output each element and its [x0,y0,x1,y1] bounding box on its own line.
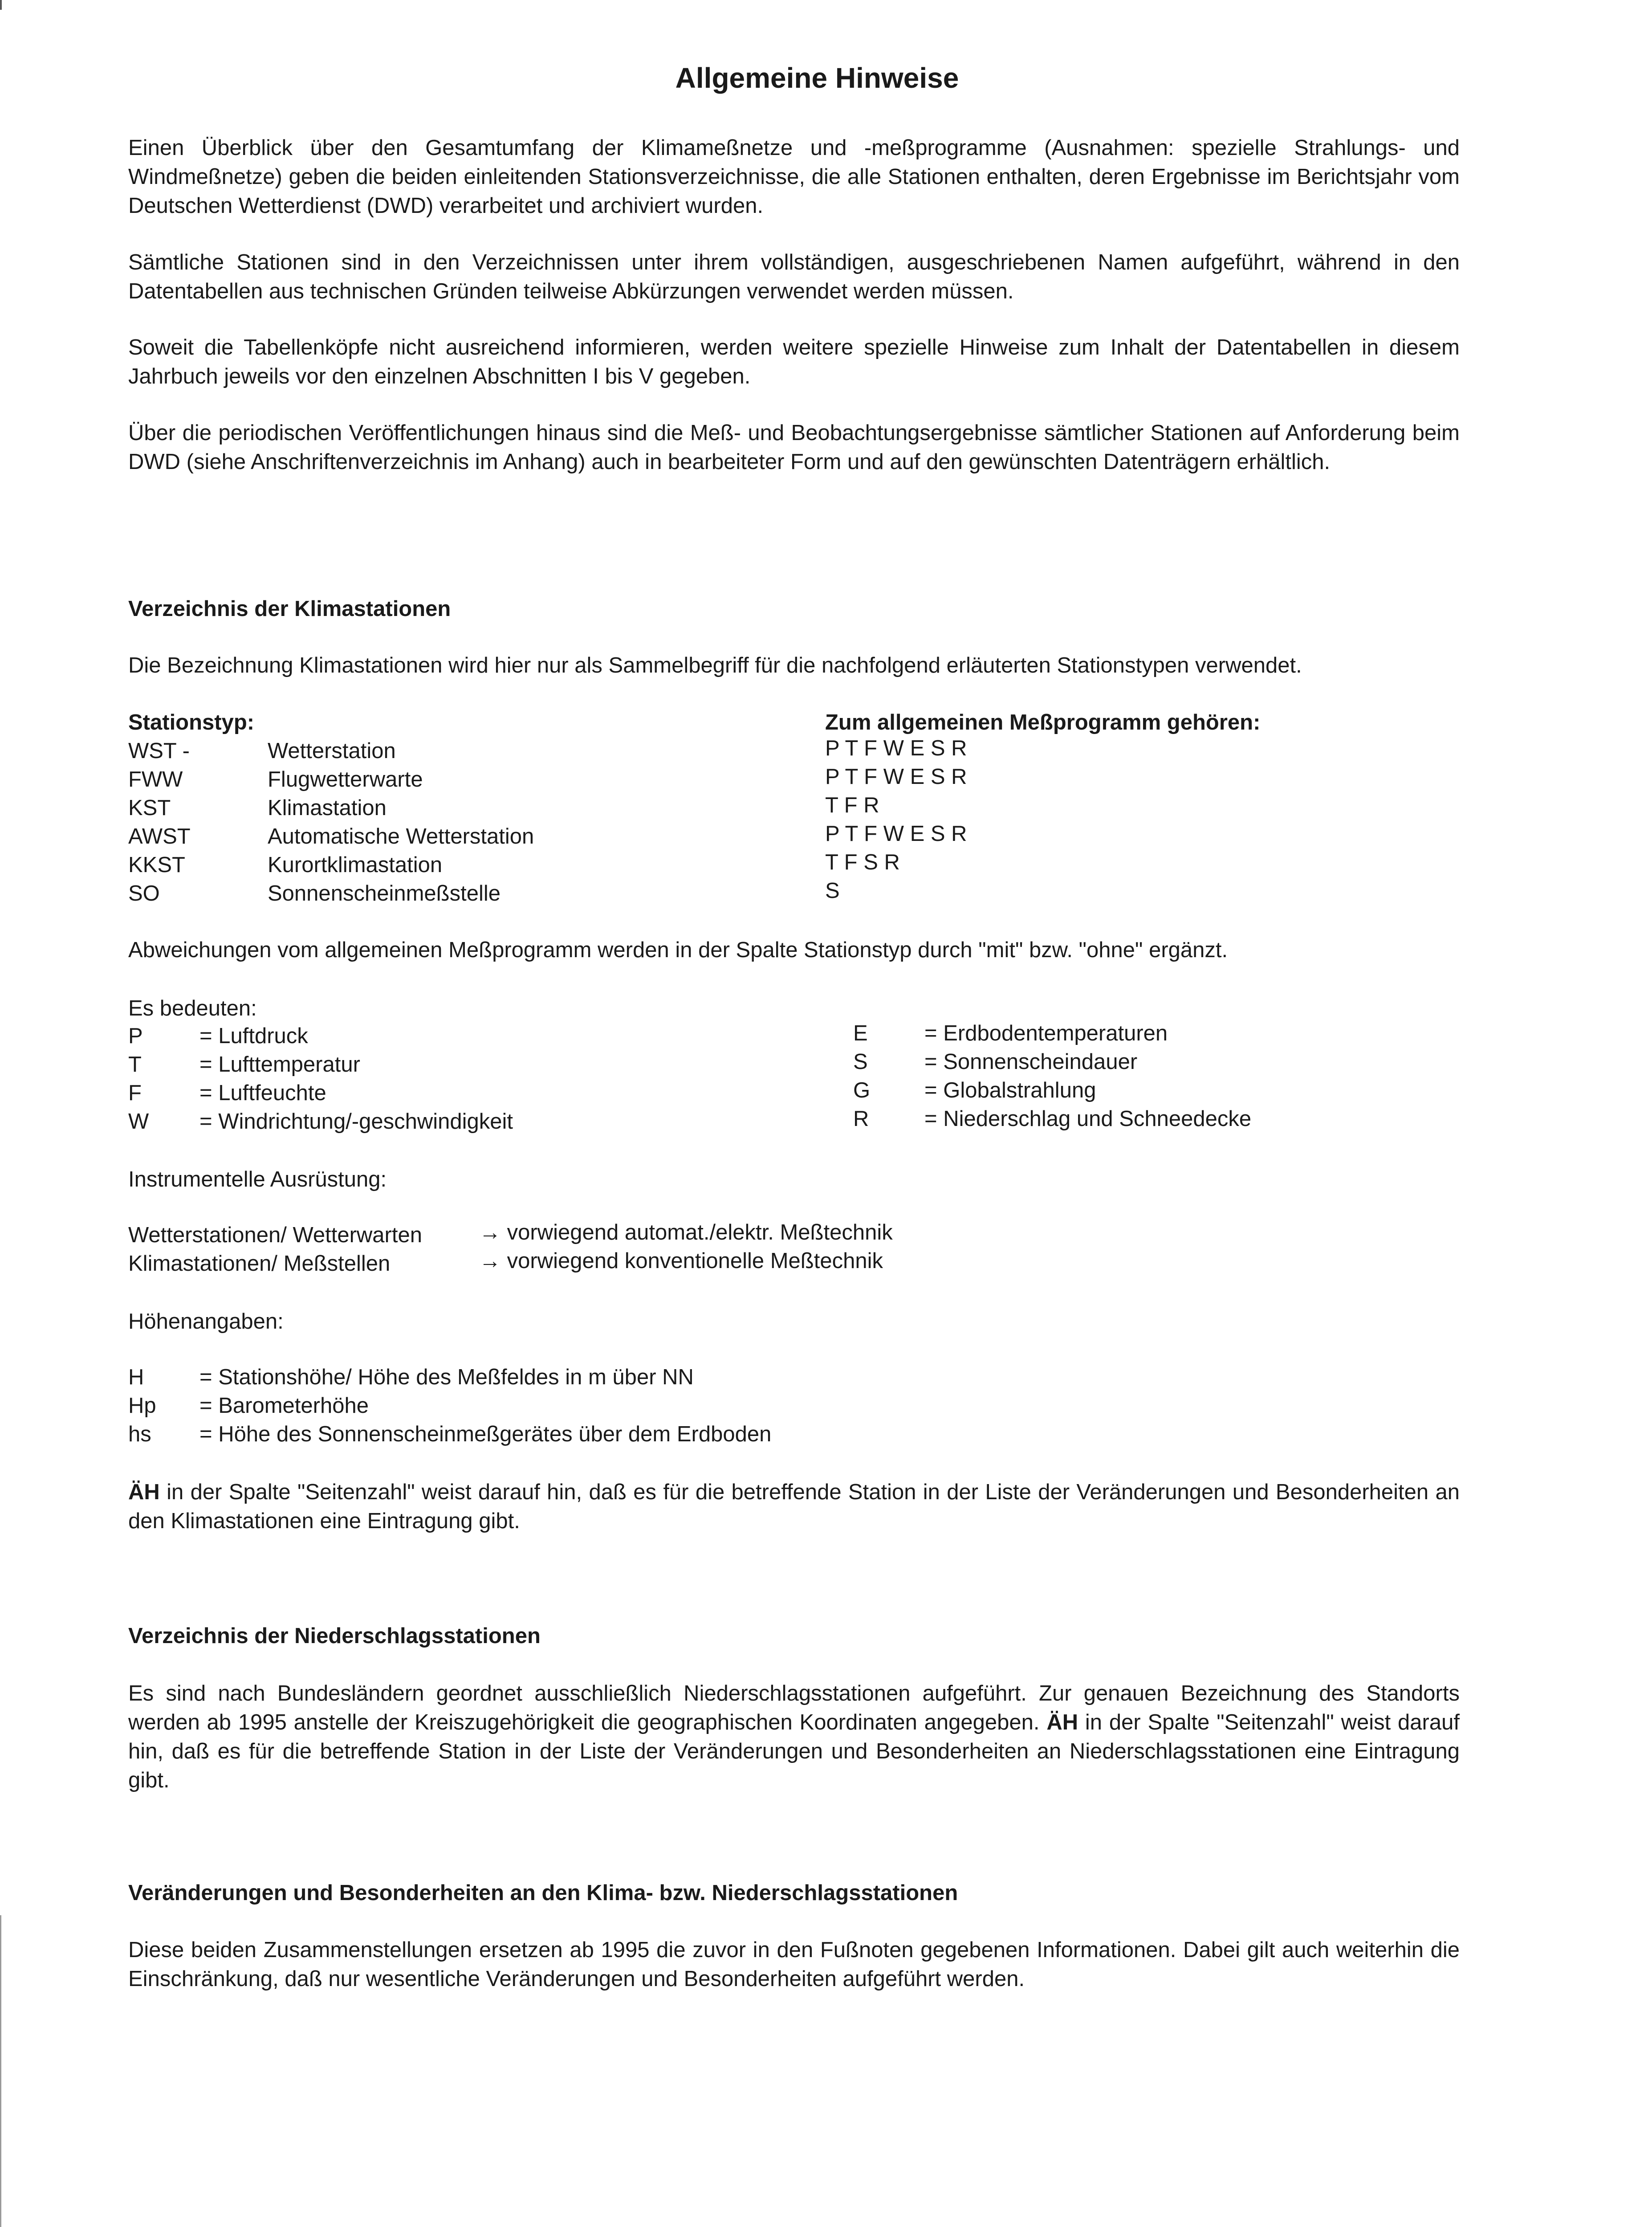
ah-abbreviation: ÄH [1046,1710,1078,1734]
nieder-paragraph [128,1679,1460,1795]
legend-key: F [128,1081,142,1105]
instrument-technique: → vorwiegend automat./elektr. Meßtechnik [479,1220,893,1244]
station-type-code: KKST [128,853,185,877]
legend-text: = Lufttemperatur [199,1052,360,1077]
station-type-code: FWW [128,767,183,791]
instrument-title: Instrumentelle Ausrüstung: [128,1167,387,1191]
section-heading-klimastationen: Verzeichnis der Klimastationen [128,597,451,621]
station-type-name: Klimastation [268,796,387,820]
height-text: = Stationshöhe/ Höhe des Meßfeldes in m über NN [199,1365,694,1389]
legend-key: R [853,1107,869,1131]
legend-key: T [128,1052,142,1077]
legend-text: = Sonnenscheindauer [924,1050,1138,1074]
changes-paragraph: Diese beiden Zusammenstellungen ersetzen ab 1995 die zuvor in den Fußnoten gegebenen Informationen. Dabei gilt auch weiterhin die Einschränkung, daß nur wesentliche Veränderungen und Besonderheiten aufgeführt werden. [128,1938,1460,1991]
height-key: hs [128,1422,151,1446]
legend-text: = Windrichtung/-geschwindigkeit [199,1109,513,1134]
section-heading-veraenderungen: Veränderungen und Besonderheiten an den Klima- bzw. Niederschlagsstationen [128,1881,958,1905]
station-type-program: P T F W E S R [825,822,967,846]
legend-text: = Niederschlag und Schneedecke [924,1107,1252,1131]
klima-intro: Die Bezeichnung Klimastationen wird hier nur als Sammelbegriff für die nachfolgend erläuterten Stationstypen verwendet. [128,653,1302,677]
nieder-text-b: in der Spalte "Seitenzahl" weist darauf hin, daß es für die betreffende Station in der Liste der Veränderungen und Besonderheiten an Niederschlagsstationen eine Eintragung gibt. [128,1710,1460,1792]
station-type-name: Wetterstation [268,739,396,763]
messprogramm-header: Zum allgemeinen Meßprogramm gehören: [825,710,1261,734]
legend-text: = Luftdruck [199,1024,308,1048]
legend-text: = Luftfeuchte [199,1081,326,1105]
station-type-program: P T F W E S R [825,765,967,789]
height-title: Höhenangaben: [128,1309,284,1334]
ah-note-klima [128,1478,1460,1536]
height-text: = Barometerhöhe [199,1394,369,1418]
instrument-station-group: Wetterstationen/ Wetterwarten [128,1223,422,1247]
station-type-name: Sonnenscheinmeßstelle [268,881,500,905]
ah-note-text: in der Spalte "Seitenzahl" weist darauf hin, daß es für die betreffende Station in der Liste der Veränderungen und Besonderheiten an den Klimastationen eine Eintragung gibt. [128,1480,1460,1533]
nieder-text-a: Es sind nach Bundesländern geordnet ausschließlich Niederschlagsstationen aufgeführt. Zur genauen Bezeichnung des Standorts werden ab 1995 anstelle der Kreiszugehörigkeit die geographischen Koordinaten angegeben. [128,1681,1460,1734]
station-type-name: Kurortklimastation [268,853,443,877]
legend-key: W [128,1109,149,1134]
page-title: Allgemeine Hinweise [675,62,959,94]
intro-paragraph-4: Über die periodischen Veröffentlichungen hinaus sind die Meß- und Beobachtungsergebnisse sämtlicher Stationen auf Anforderung beim DWD (siehe Anschriftenverzeichnis im Anhang) auch in bearbeiteter Form und auf den gewünschten Datenträgern erhältlich. [128,421,1460,474]
deviation-note: Abweichungen vom allgemeinen Meßprogramm werden in der Spalte Stationstyp durch "mit" bzw. "ohne" ergänzt. [128,938,1228,962]
station-type-program: P T F W E S R [825,736,967,760]
station-type-name: Automatische Wetterstation [268,824,534,848]
legend-title: Es bedeuten: [128,996,257,1020]
station-type-code: SO [128,881,160,905]
legend-key: P [128,1024,143,1048]
station-type-code: AWST [128,824,191,848]
station-type-code: KST [128,796,171,820]
intro-paragraph-3: Soweit die Tabellenköpfe nicht ausreichend informieren, werden weitere spezielle Hinweise zum Inhalt der Datentabellen in diesem Jahrbuch jeweils vor den einzelnen Abschnitten I bis V gegeben. [128,335,1460,388]
instrument-station-group: Klimastationen/ Meßstellen [128,1252,391,1276]
legend-text: = Globalstrahlung [924,1078,1096,1102]
intro-paragraph-1: Einen Überblick über den Gesamtumfang der Klimameßnetze und -meßprogramme (Ausnahmen: spezielle Strahlungs- und Windmeßnetze) geben die beiden einleitenden Stationsverzeichnisse, die alle Stationen enthalten, deren Ergebnisse im Berichtsjahr vom Deutschen Wetterdienst (DWD) verarbeitet und archiviert wurden. [128,136,1460,218]
scan-edge-mark [0,0,2,10]
stationstyp-header: Stationstyp: [128,710,255,734]
legend-key: S [853,1050,868,1074]
station-type-name: Flugwetterwarte [268,767,423,791]
scan-edge-mark [0,1915,1,2227]
height-text: = Höhe des Sonnenscheinmeßgerätes über dem Erdboden [199,1422,772,1446]
height-key: Hp [128,1394,156,1418]
station-type-code: WST - [128,739,190,763]
height-key: H [128,1365,144,1389]
station-type-program: T F R [825,793,879,817]
intro-paragraph-2: Sämtliche Stationen sind in den Verzeichnissen unter ihrem vollständigen, ausgeschriebenen Namen aufgeführt, während in den Datentabellen aus technischen Gründen teilweise Abkürzungen verwendet werden müssen. [128,250,1460,303]
station-type-program: T F S R [825,850,900,874]
legend-key: E [853,1021,868,1045]
instrument-technique: → vorwiegend konventionelle Meßtechnik [479,1249,883,1273]
section-heading-niederschlagsstationen: Verzeichnis der Niederschlagsstationen [128,1624,541,1648]
station-type-program: S [825,879,840,903]
ah-abbreviation: ÄH [128,1480,160,1504]
legend-text: = Erdbodentemperaturen [924,1021,1168,1045]
legend-key: G [853,1078,871,1102]
